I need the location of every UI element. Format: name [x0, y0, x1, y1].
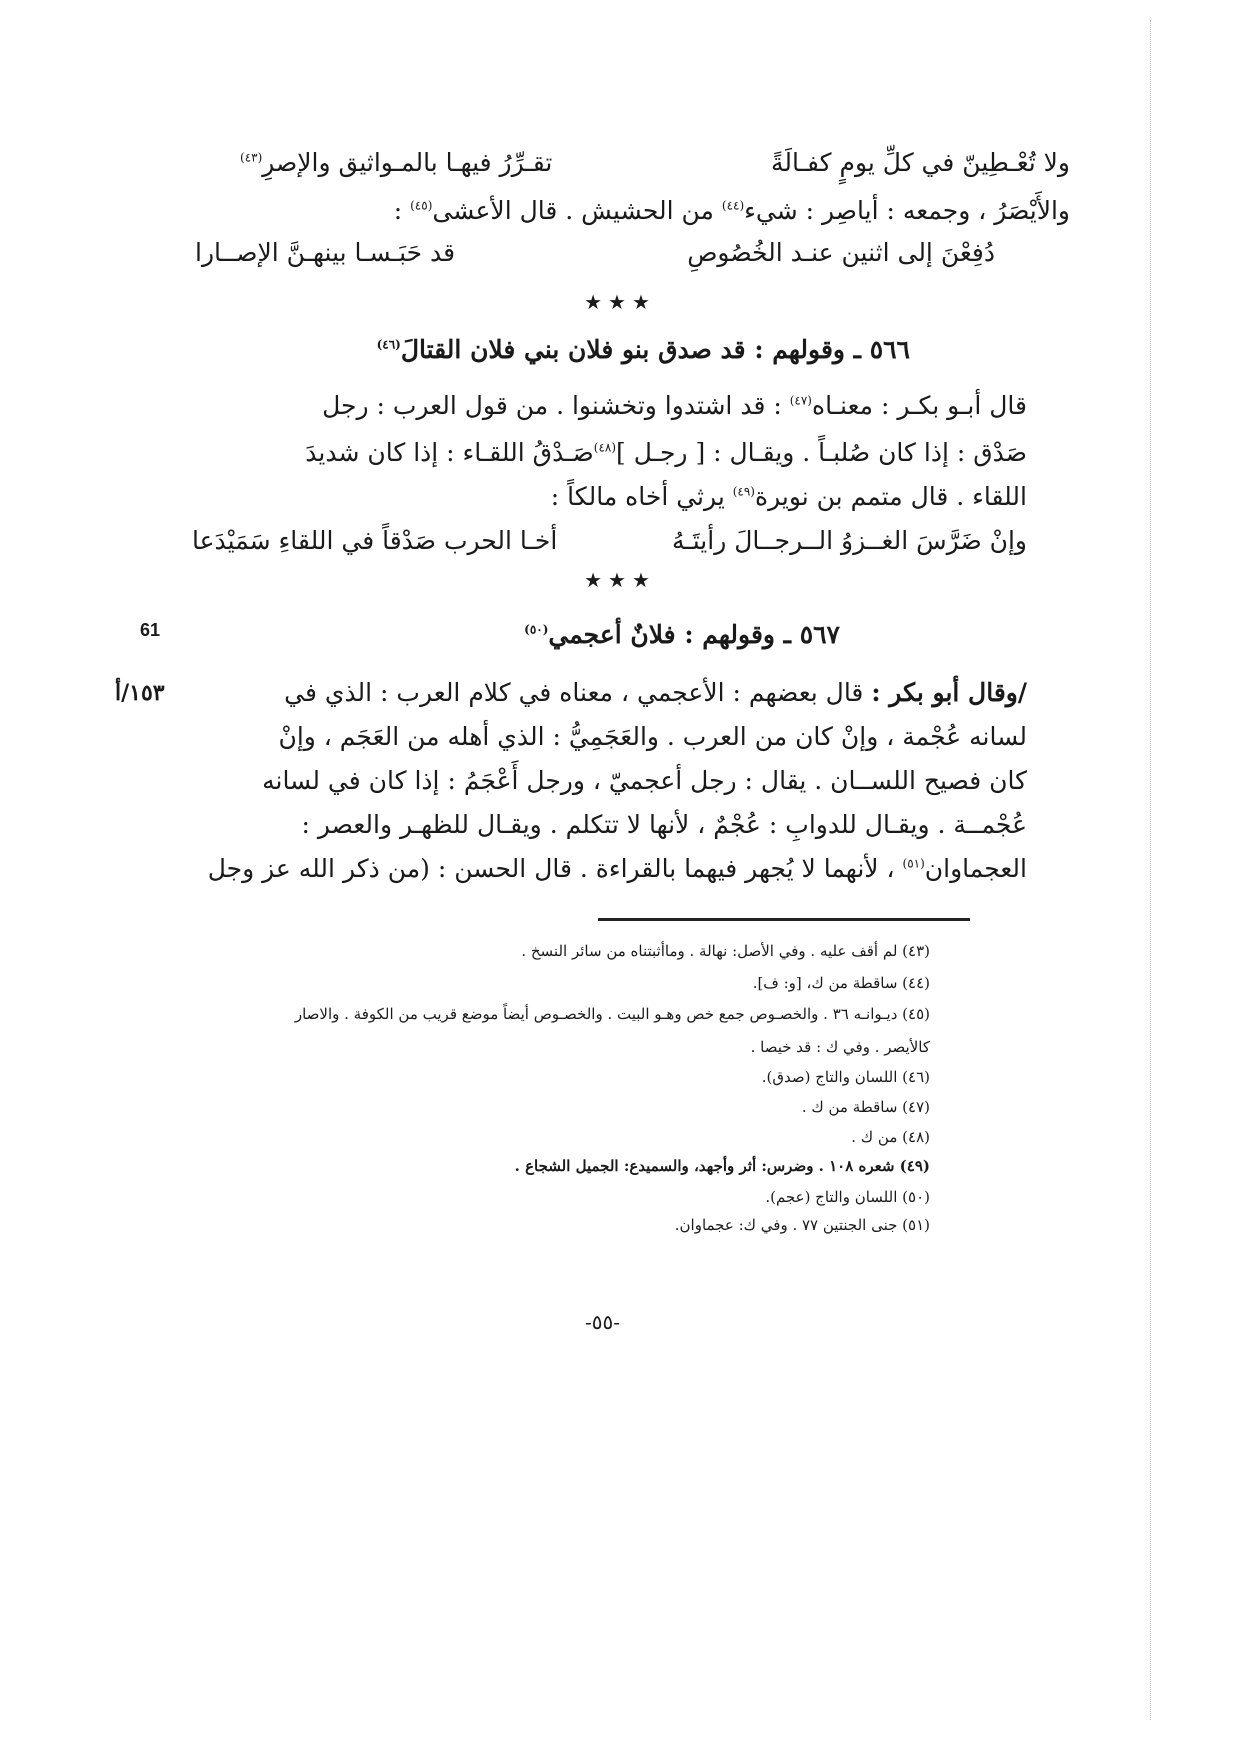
footnote-item: كالأيصر . وفي ك : قد خيصا .: [750, 1038, 930, 1056]
footnote-ref[interactable]: (٤٣): [240, 150, 263, 165]
footnote-ref[interactable]: (٥٠): [524, 622, 549, 637]
poem-hemistich-second: قد حَبَـسـا بينهـنَّ الإصــارا: [195, 238, 456, 267]
footnote-item: (٤٧) ساقطة من ك .: [801, 1098, 930, 1116]
entry-heading-566: ٥٦٦ ـ وقولهم : قد صدق بنو فلان بني فلان القتالَ$^{(٤٦)}$: [376, 335, 910, 364]
page-number: -٥٥-: [584, 1310, 620, 1334]
text-line: /وقال أبو بكر : قال بعضهم : الأعجمي ، معناه في كلام العرب : الذي في: [284, 678, 1027, 707]
poem-hemistich-second: تقـرِّرُ فيهـا بالمـواثيق والإصرِ$^{(٤٣)}$: [240, 148, 553, 177]
footnote-ref[interactable]: (٤٩): [732, 484, 755, 499]
footnote-ref[interactable]: (٤٥): [410, 198, 433, 213]
poem-verse-2: [195, 240, 995, 265]
text-line: كان فصيح اللســان . يقال : رجل أعجميّ ، ورجل أَعْجَمُ : إذا كان في لسانه: [262, 766, 1027, 795]
footnote-ref[interactable]: (٤٧): [789, 393, 812, 408]
poem-verse-1: [240, 150, 1070, 175]
footnote-item: (٤٣) لم أقف عليه . وفي الأصل: نهالة . وماأثبتناه من سائر النسخ .: [521, 942, 930, 960]
footnote-ref[interactable]: (٥١): [902, 856, 925, 871]
margin-page-number: 61: [140, 620, 161, 640]
footnote-ref[interactable]: (٤٦): [376, 337, 401, 352]
text-line: اللقاء . قال متمم بن نويرة$^{(٤٩)}$ يرثي أخاه مالكاً :: [550, 482, 1027, 511]
text-line: صَدْق : إذا كان صُلبـاً . ويقـال : [ رجـل ]$^{(٤٨)}$صَـدْقُ اللقـاء : إذا كان شديدَ: [305, 438, 1027, 467]
section-separator: ★★★: [584, 290, 656, 314]
text-line: قال أبـو بكـر : معنـاه$^{(٤٧)}$ : قد اشتدوا وتخشنوا . من قول العرب : رجل: [322, 391, 1027, 420]
section-separator: ★★★: [584, 568, 656, 592]
poem-hemistich-second: أخـا الحرب صَدْقاً في اللقاءِ سَمَيْدَعا: [192, 526, 558, 555]
poem-verse-3: [192, 528, 1027, 553]
text-line: والأَيْصَرُ ، وجمعه : أياصِر : شيء$^{(٤٤)}$ من الحشيش . قال الأعشى$^{(٤٥)}$ :: [393, 196, 1070, 225]
footnote-item: (٤٨) من ك .: [851, 1128, 930, 1146]
entry-heading-567: ٥٦٧ ـ وقولهم : فلانٌ أعجمي$^{(٥٠)}$: [524, 620, 840, 649]
footnote-item: (٥١) جنى الجنتين ٧٧ . وفي ك: عجماوان.: [674, 1216, 930, 1234]
footnote-ref[interactable]: (٤٤): [721, 198, 745, 213]
footnote-item: (٤٥) ديـوانـه ٣٦ . والخصـوص جمع خص وهـو البيت . والخصـوص أيضاً موضع قريب من الكوفة . والاصار: [294, 1005, 930, 1023]
footnote-item: (٥٠) اللسان والتاج (عجم).: [765, 1188, 930, 1206]
poem-hemistich-first: وإنْ ضَرَّسَ الغــزوُ الــرجــالَ رأيتَـهُ: [672, 526, 1027, 555]
footnote-item: (٤٩) شعره ١٠٨ . وضرس: أثر وأجهد، والسميدع: الجميل الشجاع .: [514, 1157, 930, 1175]
footnote-item: (٤٦) اللسان والتاج (صدق).: [761, 1068, 930, 1086]
footnote-ref[interactable]: (٤٨): [593, 440, 617, 455]
scan-edge-mark: [1150, 20, 1151, 1720]
poem-hemistich-first: دُفِعْنَ إلى اثنين عنـد الخُصُوصِ: [687, 238, 995, 267]
footnote-separator-rule: [598, 918, 970, 921]
poem-hemistich-first: ولا تُعْـطِينّ في كلِّ يومٍ كفـالَةً: [771, 148, 1070, 177]
footnote-item: (٤٤) ساقطة من ك، [و: ف].: [752, 974, 930, 992]
text-line: عُجْمــة . ويقـال للدوابِ : عُجْمٌ ، لأنها لا تتكلم . ويقـال للظهـر والعصر :: [301, 810, 1027, 839]
text-line: العجماوان$^{(٥١)}$ ، لأنهما لا يُجهر فيهما بالقراءة . قال الحسن : (من ذكر الله عز وجل: [207, 854, 1027, 883]
folio-marker: ١٥٣/أ: [115, 680, 165, 706]
text-line: لسانه عُجْمة ، وإنْ كان من العرب . والعَجَمِيُّ : الذي أهله من العَجَم ، وإنْ: [278, 722, 1027, 751]
